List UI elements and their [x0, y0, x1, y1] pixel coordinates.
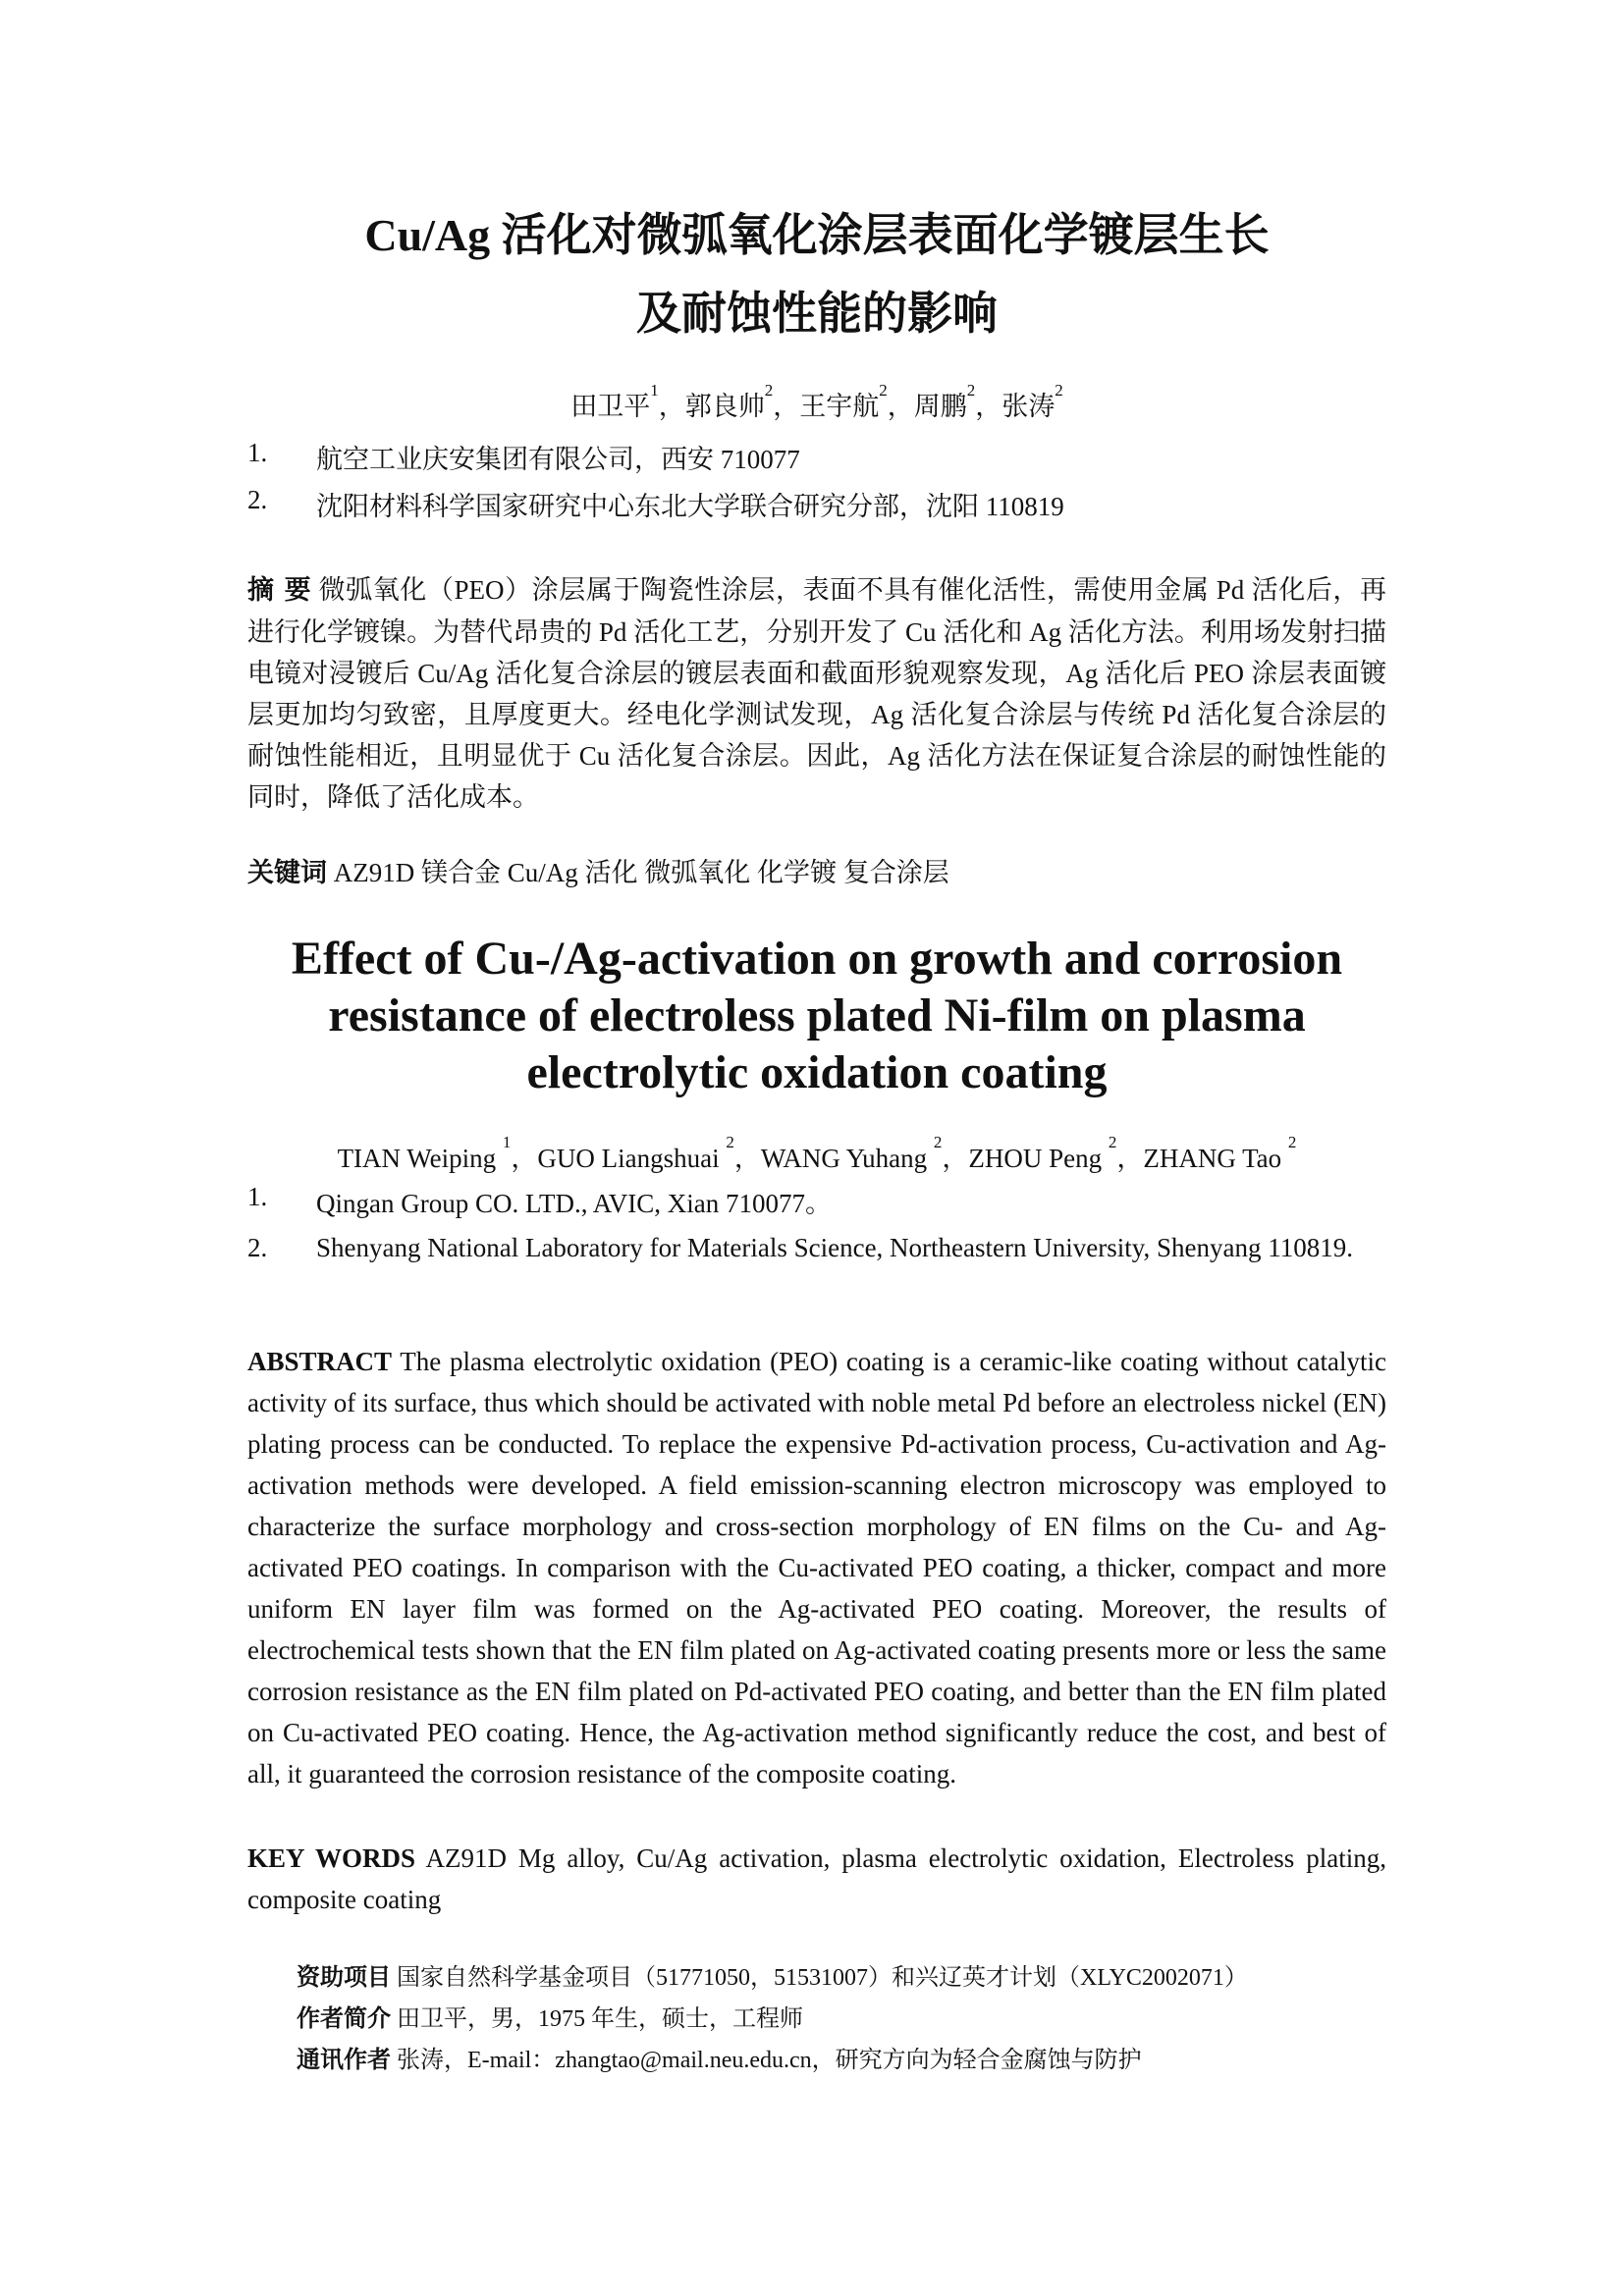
- chinese-title: [247, 196, 1386, 353]
- footnote-label: 通讯作者: [297, 2046, 391, 2073]
- affiliation-mark: 2: [764, 381, 774, 400]
- english-affiliation: [247, 1182, 1386, 1220]
- footnote-label: 资助项目: [297, 1963, 391, 1991]
- affiliation-mark: 2: [1287, 1133, 1297, 1151]
- abstract-text: 微弧氧化（PEO）涂层属于陶瓷性涂层，表面不具有催化活性，需使用金属 Pd 活化后，再进行化学镀镍。为替代昂贵的 Pd 活化工艺，分别开发了 Cu 活化和 Ag 活化方法。利用场发射扫描电镜对浸镀后 Cu/Ag 活化复合涂层的镀层表面和截面形貌观察发现，Ag 活化后 PEO 涂层表面镀层更加均匀致密，且厚度更大。经电化学测试发现，Ag 活化复合涂层与传统 Pd 活化复合涂层的耐蚀性能相近，且明显优于 Cu 活化复合涂层。因此，Ag 活化方法在保证复合涂层的耐蚀性能的同时，降低了活化成本。: [247, 575, 1387, 812]
- author: 郭良帅: [684, 392, 765, 421]
- title-line: resistance of electroless plated Ni-film on plasma: [328, 989, 1306, 1041]
- affiliation-mark: 1: [502, 1133, 512, 1151]
- title-line: Cu/Ag 活化对微弧氧化涂层表面化学镀层生长: [364, 210, 1270, 260]
- author: ZHANG Tao: [1143, 1144, 1282, 1173]
- author: 田卫平: [570, 392, 651, 421]
- footnote-text: 田卫平，男，1975 年生，硕士，工程师: [397, 2006, 803, 2032]
- footnote-text: 张涛，E-mail：zhangtao@mail.neu.edu.cn，研究方向为轻合金腐蚀与防护: [397, 2048, 1142, 2073]
- author: GUO Liangshuai: [537, 1144, 720, 1173]
- author: WANG Yuhang: [760, 1144, 928, 1173]
- english-title: [247, 931, 1386, 1101]
- affiliation-text: Qingan Group CO. LTD., AVIC, Xian 710077。: [316, 1189, 832, 1218]
- footnote-corresponding: [297, 2040, 1142, 2074]
- abstract-text: The plasma electrolytic oxidation (PEO) coating is a ceramic-like coating without catalytic activity of its surface, thus which should be activated with noble metal Pd before an electroless nickel (EN) plating process can be conducted. To replace the expensive Pd-activation process, Cu-activation and Ag-activation methods were developed. A field emission-scanning electron microscopy was employed to characterize the surface morphology and cross-section morphology of EN films on the Cu- and Ag-activated PEO coatings. In comparison with the Cu-activated PEO coating, a thicker, compact and more uniform EN layer film was formed on the Ag-activated PEO coating. Moreover, the results of electrochemical tests shown that the EN film plated on Ag-activated coating presents more or less the same corrosion resistance as the EN film plated on Pd-activated PEO coating, and better than the EN film plated on Cu-activated PEO coating. Hence, the Ag-activation method significantly reduce the cost, and best of all, it guaranteed the corrosion resistance of the composite coating.: [247, 1347, 1386, 1789]
- footnote-label: 作者简介: [297, 2004, 391, 2032]
- english-authors: TIAN Weiping $^1$，GUO Liangshuai $^2$，WANG Yuhang $^2$，ZHOU Peng $^2$，ZHANG Tao $^2$: [337, 1133, 1297, 1173]
- chinese-authors: 田卫平$^1$，郭良帅$^2$，王宇航$^2$，周鹏$^2$，张涛$^2$: [570, 381, 1063, 421]
- affiliation-number: 1.: [247, 438, 268, 467]
- keywords-label: KEY WORDS: [247, 1843, 415, 1873]
- chinese-affiliation: [247, 438, 800, 476]
- abstract-label: 摘 要: [247, 575, 312, 606]
- keywords-label: 关键词: [247, 858, 327, 888]
- abstract-label: ABSTRACT: [247, 1347, 393, 1376]
- title-line: electrolytic oxidation coating: [526, 1046, 1108, 1098]
- affiliation-mark: 1: [650, 381, 659, 400]
- chinese-keywords: [247, 852, 1386, 894]
- affiliation-mark: 2: [1055, 381, 1063, 400]
- author: 周鹏: [913, 392, 967, 421]
- affiliation-number: 2.: [247, 485, 268, 514]
- affiliation-mark: 2: [966, 381, 976, 400]
- author: TIAN Weiping: [337, 1144, 497, 1173]
- footnote-author-bio: [297, 1999, 803, 2033]
- affiliation-text: 航空工业庆安集团有限公司，西安 710077: [316, 445, 800, 474]
- title-line: Effect of Cu-/Ag-activation on growth and corrosion: [291, 933, 1343, 985]
- english-abstract: [247, 1341, 1386, 1794]
- footnote-text: 国家自然科学基金项目（51771050，51531007）和兴辽英才计划（XLYC2002071）: [397, 1965, 1248, 1991]
- author: ZHOU Peng: [968, 1144, 1103, 1173]
- keywords-text: AZ91D 镁合金 Cu/Ag 活化 微弧氧化 化学镀 复合涂层: [333, 858, 949, 887]
- footnote-funding: [297, 1957, 1248, 1992]
- title-line: 及耐蚀性能的影响: [636, 289, 998, 339]
- author: 王宇航: [799, 392, 880, 421]
- keywords-text: AZ91D Mg alloy, Cu/Ag activation, plasma electrolytic oxidation, Electroless plating, composite coating: [247, 1843, 1386, 1914]
- affiliation-mark: 2: [933, 1133, 943, 1151]
- english-affiliation: [247, 1227, 1386, 1268]
- affiliation-number: 2.: [247, 1233, 268, 1262]
- affiliation-mark: 2: [879, 381, 888, 400]
- affiliation-text: Shenyang National Laboratory for Materials Science, Northeastern University, Shenyang 110819.: [316, 1233, 1353, 1262]
- affiliation-mark: 2: [726, 1133, 734, 1151]
- affiliation-mark: 2: [1108, 1133, 1117, 1151]
- affiliation-number: 1.: [247, 1182, 268, 1211]
- affiliation-text: 沈阳材料科学国家研究中心东北大学联合研究分部，沈阳 110819: [316, 492, 1064, 521]
- english-keywords: [247, 1838, 1386, 1920]
- author: 张涛: [1001, 392, 1056, 421]
- chinese-abstract: [247, 569, 1386, 818]
- chinese-affiliation: [247, 485, 1064, 523]
